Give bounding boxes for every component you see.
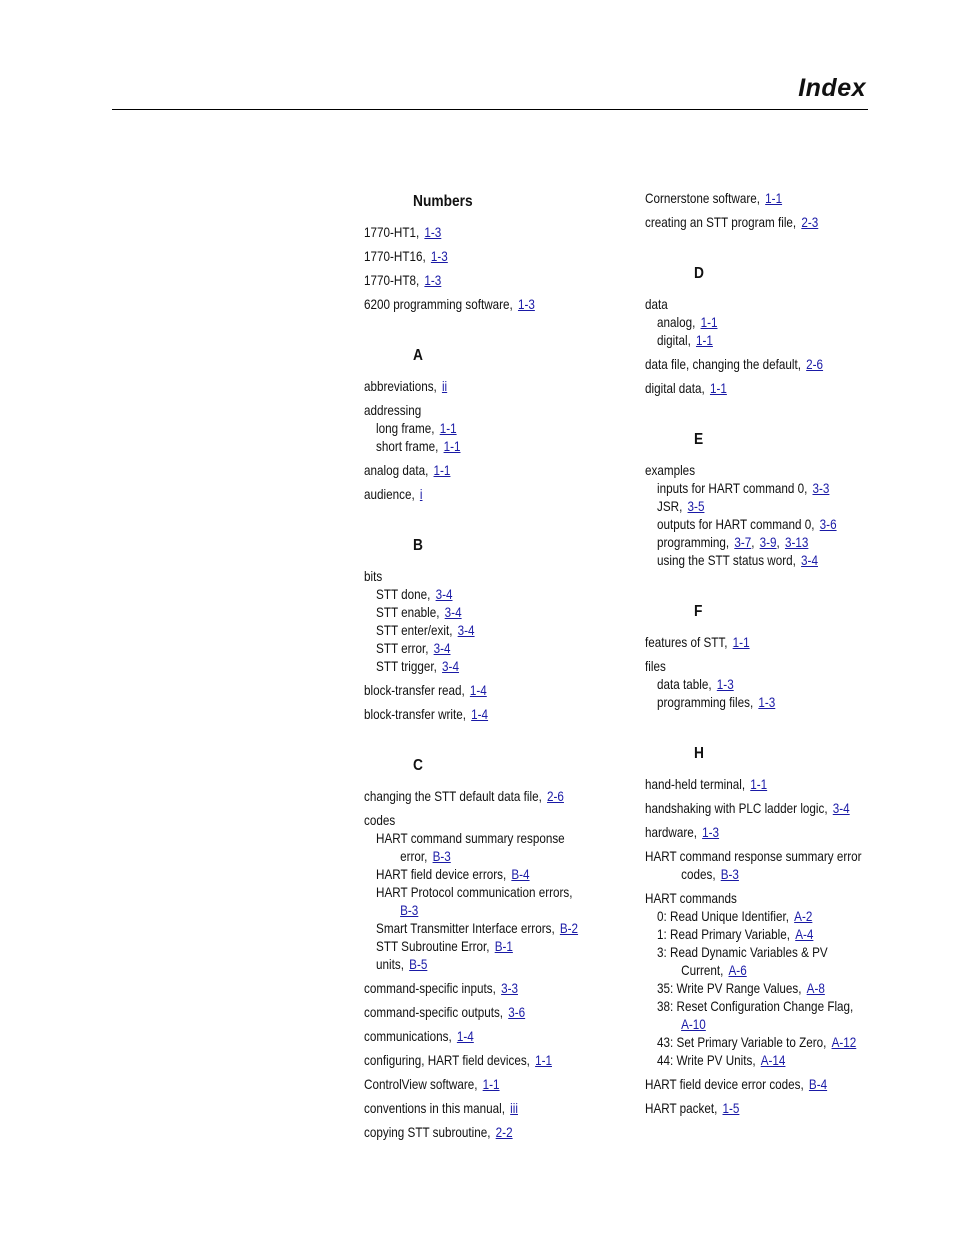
- index-entry-line: [364, 224, 622, 242]
- index-subentry: [657, 908, 903, 926]
- index-term: data: [645, 297, 668, 312]
- index-term: configuring, HART field devices,: [364, 1053, 530, 1068]
- page-reference-link[interactable]: 1-1: [443, 439, 461, 454]
- index-subentry: [376, 938, 622, 956]
- index-entry: [364, 812, 622, 974]
- index-subentry: [657, 926, 903, 944]
- index-subentry: [376, 604, 622, 622]
- index-entry-line: [645, 634, 903, 652]
- index-term-cont: Current,: [681, 963, 724, 978]
- index-term: communications,: [364, 1029, 452, 1044]
- section-heading: F: [694, 603, 703, 620]
- index-entry: [364, 788, 622, 806]
- index-term: hardware,: [645, 825, 697, 840]
- index-term: STT done,: [376, 587, 431, 602]
- index-subentry: [376, 420, 622, 438]
- page-reference-link[interactable]: A-10: [681, 1017, 706, 1032]
- index-entry-line: [364, 486, 622, 504]
- index-entry-line: [645, 214, 903, 232]
- page-reference-link[interactable]: B-3: [432, 849, 451, 864]
- section-heading: H: [694, 745, 704, 762]
- index-entry: [645, 1076, 903, 1094]
- page-reference-link[interactable]: 2-6: [547, 789, 564, 804]
- page-reference-link[interactable]: A-4: [795, 927, 814, 942]
- index-entry-line: [645, 776, 903, 794]
- section-heading: E: [694, 431, 704, 448]
- index-subentry: [657, 480, 903, 498]
- index-subentry: [657, 498, 903, 516]
- index-entry-line: [645, 890, 903, 908]
- index-term: STT enter/exit,: [376, 623, 453, 638]
- index-entry: [645, 296, 903, 350]
- index-entry-line: [645, 658, 903, 676]
- page-reference-link[interactable]: 1-5: [722, 1101, 740, 1116]
- index-section: [645, 262, 903, 398]
- index-section: [645, 600, 903, 712]
- index-entry-line: [364, 1028, 622, 1046]
- index-term: STT enable,: [376, 605, 440, 620]
- index-subentry: [657, 694, 903, 712]
- index-section: [645, 428, 903, 570]
- index-term: creating an STT program file,: [645, 215, 797, 230]
- index-entry: [645, 1100, 903, 1118]
- index-entry: [645, 462, 903, 570]
- index-term: examples: [645, 463, 696, 478]
- index-term: HART command summary response: [376, 831, 565, 846]
- page-reference-link[interactable]: A-12: [831, 1035, 857, 1050]
- index-term: 38: Reset Configuration Change Flag,: [657, 999, 854, 1014]
- index-entry-line: [364, 1124, 622, 1142]
- index-section: [645, 742, 903, 1118]
- index-entry-line: [645, 848, 903, 866]
- index-subentry: [657, 998, 903, 1016]
- index-entry-line: [364, 1100, 622, 1118]
- index-section: [645, 190, 903, 232]
- index-entry-line: [645, 356, 903, 374]
- index-entry-line: [645, 462, 903, 480]
- index-term: JSR,: [657, 499, 683, 514]
- page-title: Index: [798, 74, 866, 102]
- index-entry: [645, 634, 903, 652]
- index-subentry: [376, 658, 622, 676]
- index-column-left: [364, 190, 622, 1148]
- index-subentry: [657, 980, 903, 998]
- index-subentry: [657, 534, 903, 552]
- index-entry: [364, 1004, 622, 1022]
- index-entry-line: [364, 296, 622, 314]
- index-subentry: [657, 944, 903, 962]
- page-reference-link[interactable]: 3-3: [812, 481, 830, 496]
- index-entry: [645, 824, 903, 842]
- page-reference-link[interactable]: 3-6: [508, 1005, 526, 1020]
- index-term: bits: [364, 569, 383, 584]
- page-reference-link[interactable]: 1-1: [709, 381, 727, 396]
- index-term: digital,: [657, 333, 691, 348]
- index-term-continuation: [400, 848, 622, 866]
- page-reference-link[interactable]: 1-1: [700, 315, 718, 330]
- page-reference-link[interactable]: 3-3: [501, 981, 518, 996]
- index-entry: [645, 356, 903, 374]
- index-term: long frame,: [376, 421, 435, 436]
- index-subentry: [657, 314, 903, 332]
- index-entry: [364, 248, 622, 266]
- index-subentry: [376, 586, 622, 604]
- index-entry: [645, 776, 903, 794]
- index-term-cont: codes,: [681, 867, 716, 882]
- index-term: programming,: [657, 535, 730, 550]
- index-term: copying STT subroutine,: [364, 1125, 491, 1140]
- index-entry: [364, 272, 622, 290]
- index-term: conventions in this manual,: [364, 1101, 506, 1116]
- index-entry-line: [364, 1052, 622, 1070]
- page-reference-link[interactable]: 3-13: [784, 535, 809, 550]
- page-reference-link[interactable]: A-14: [760, 1053, 786, 1068]
- page-reference-link[interactable]: 1-1: [482, 1077, 500, 1092]
- index-term: outputs for HART command 0,: [657, 517, 815, 532]
- index-term: ControlView software,: [364, 1077, 478, 1092]
- index-term-continuation: [681, 1016, 903, 1034]
- index-term: addressing: [364, 403, 422, 418]
- index-section: [364, 344, 622, 504]
- index-entry: [364, 1028, 622, 1046]
- page-reference-link[interactable]: B-4: [511, 867, 530, 882]
- index-term: command-specific inputs,: [364, 981, 496, 996]
- index-term-continuation: [681, 866, 903, 884]
- index-term: analog data,: [364, 463, 429, 478]
- index-subentry: [376, 956, 622, 974]
- index-entry: [364, 682, 622, 700]
- index-term: HART command response summary error: [645, 849, 862, 864]
- index-term: changing the STT default data file,: [364, 789, 542, 804]
- index-term: 43: Set Primary Variable to Zero,: [657, 1035, 827, 1050]
- index-subentry: [376, 438, 622, 456]
- index-entry-line: [364, 1004, 622, 1022]
- index-term: HART commands: [645, 891, 737, 906]
- index-term: 1770-HT1,: [364, 225, 420, 240]
- index-term: 0: Read Unique Identifier,: [657, 909, 789, 924]
- index-entry: [364, 378, 622, 396]
- index-entry-line: [364, 248, 622, 266]
- index-term: short frame,: [376, 439, 439, 454]
- page-reference-link[interactable]: A-2: [794, 909, 813, 924]
- index-subentry: [657, 516, 903, 534]
- index-subentry: [376, 622, 622, 640]
- index-entry-line: [364, 980, 622, 998]
- index-entry: [364, 402, 622, 456]
- index-entry-line: [364, 812, 622, 830]
- index-entry: [364, 486, 622, 504]
- ref-separator: ,: [751, 535, 755, 550]
- page-reference-link[interactable]: 3-4: [457, 623, 475, 638]
- page-reference-link[interactable]: 3-4: [444, 605, 462, 620]
- ref-separator: ,: [776, 535, 780, 550]
- page-reference-link[interactable]: B-4: [808, 1077, 828, 1092]
- index-entry-line: [364, 272, 622, 290]
- index-term: digital data,: [645, 381, 705, 396]
- page-reference-link[interactable]: 1-1: [732, 635, 750, 650]
- index-term: STT error,: [376, 641, 429, 656]
- index-entry: [364, 1052, 622, 1070]
- index-subentry: [657, 676, 903, 694]
- index-entry: [645, 800, 903, 818]
- index-entry: [364, 1076, 622, 1094]
- index-term: STT Subroutine Error,: [376, 939, 490, 954]
- page-reference-link[interactable]: 3-4: [435, 587, 453, 602]
- page-reference-link[interactable]: 1-3: [702, 825, 720, 840]
- index-entry-line: [364, 402, 622, 420]
- index-entry: [364, 462, 622, 480]
- page-reference-link[interactable]: 2-6: [806, 357, 824, 372]
- index-entry-line: [364, 682, 622, 700]
- page-reference-link[interactable]: 1-3: [430, 249, 448, 264]
- page-reference-link[interactable]: 1-1: [535, 1053, 552, 1068]
- index-term: HART packet,: [645, 1101, 718, 1116]
- page-reference-link[interactable]: 3-4: [442, 659, 459, 674]
- page-reference-link[interactable]: 3-7: [734, 535, 752, 550]
- index-term: HART Protocol communication errors,: [376, 885, 573, 900]
- index-entry: [645, 190, 903, 208]
- section-heading: D: [694, 265, 704, 282]
- index-entry-line: [645, 1100, 903, 1118]
- page-reference-link[interactable]: 1-3: [517, 297, 535, 312]
- page-reference-link[interactable]: 1-3: [424, 273, 442, 288]
- index-entry: [364, 706, 622, 724]
- index-term: hand-held terminal,: [645, 777, 746, 792]
- index-entry-line: [364, 568, 622, 586]
- index-term: abbreviations,: [364, 379, 437, 394]
- page-reference-link[interactable]: B-3: [720, 867, 739, 882]
- page-reference-link[interactable]: ii: [441, 379, 448, 394]
- page-reference-link[interactable]: 1-1: [750, 777, 768, 792]
- index-entry-line: [645, 190, 903, 208]
- index-section: [364, 534, 622, 724]
- page-reference-link[interactable]: 3-4: [801, 553, 818, 568]
- index-term: block-transfer read,: [364, 683, 465, 698]
- index-term: HART field device errors,: [376, 867, 507, 882]
- index-entry: [645, 890, 903, 1070]
- index-term: using the STT status word,: [657, 553, 796, 568]
- page-reference-link[interactable]: B-2: [559, 921, 579, 936]
- page-reference-link[interactable]: 2-2: [495, 1125, 513, 1140]
- section-heading: C: [413, 757, 423, 774]
- index-term: command-specific outputs,: [364, 1005, 504, 1020]
- index-term: 44: Write PV Units,: [657, 1053, 756, 1068]
- index-term-continuation: [400, 902, 622, 920]
- index-subentry: [376, 920, 622, 938]
- index-term: STT trigger,: [376, 659, 437, 674]
- page-reference-link[interactable]: 1-1: [433, 463, 451, 478]
- index-term: Smart Transmitter Interface errors,: [376, 921, 555, 936]
- index-term: data file, changing the default,: [645, 357, 801, 372]
- index-entry-line: [364, 706, 622, 724]
- index-entry: [645, 658, 903, 712]
- page-reference-link[interactable]: iii: [510, 1101, 518, 1116]
- index-entry: [364, 1124, 622, 1142]
- section-heading: B: [413, 537, 423, 554]
- index-subentry: [376, 884, 622, 902]
- index-entry: [645, 214, 903, 232]
- index-term: HART field device error codes,: [645, 1077, 804, 1092]
- index-term-cont: error,: [400, 849, 428, 864]
- page-reference-link[interactable]: 1-1: [765, 191, 783, 206]
- page-reference-link[interactable]: 1-3: [424, 225, 442, 240]
- index-column-right: [645, 190, 903, 1124]
- index-term: analog,: [657, 315, 696, 330]
- index-entry: [645, 848, 903, 884]
- index-term: Cornerstone software,: [645, 191, 761, 206]
- index-entry-line: [364, 788, 622, 806]
- index-term: units,: [376, 957, 404, 972]
- index-entry-line: [364, 462, 622, 480]
- section-heading: A: [413, 347, 423, 364]
- index-subentry: [376, 830, 622, 848]
- index-entry: [364, 568, 622, 676]
- page-reference-link[interactable]: 1-4: [456, 1029, 474, 1044]
- index-subentry: [657, 1034, 903, 1052]
- index-term: 6200 programming software,: [364, 297, 513, 312]
- index-term-continuation: [681, 962, 903, 980]
- section-heading: Numbers: [413, 193, 473, 210]
- index-entry-line: [645, 824, 903, 842]
- index-term: files: [645, 659, 666, 674]
- index-entry-line: [645, 296, 903, 314]
- page-reference-link[interactable]: A-8: [806, 981, 825, 996]
- page-reference-link[interactable]: 3-4: [433, 641, 451, 656]
- index-term: inputs for HART command 0,: [657, 481, 808, 496]
- index-term: 1770-HT16,: [364, 249, 426, 264]
- page-reference-link[interactable]: 1-1: [439, 421, 457, 436]
- page-reference-link[interactable]: B-5: [409, 957, 428, 972]
- index-entry: [364, 1100, 622, 1118]
- page-reference-link[interactable]: 3-4: [832, 801, 850, 816]
- page-reference-link[interactable]: 2-3: [801, 215, 819, 230]
- page-reference-link[interactable]: 1-4: [469, 683, 487, 698]
- index-term: features of STT,: [645, 635, 728, 650]
- index-subentry: [657, 1052, 903, 1070]
- index-term: 35: Write PV Range Values,: [657, 981, 802, 996]
- page-reference-link[interactable]: A-6: [728, 963, 747, 978]
- index-term: 1770-HT8,: [364, 273, 420, 288]
- index-term: data table,: [657, 677, 712, 692]
- page-reference-link[interactable]: 3-9: [759, 535, 777, 550]
- index-subentry: [376, 866, 622, 884]
- index-section: [364, 754, 622, 1142]
- index-entry-line: [645, 1076, 903, 1094]
- page-reference-link[interactable]: 1-3: [758, 695, 776, 710]
- page-reference-link[interactable]: i: [419, 487, 423, 502]
- index-term: block-transfer write,: [364, 707, 467, 722]
- index-entry: [364, 980, 622, 998]
- page-reference-link[interactable]: 3-5: [687, 499, 705, 514]
- index-term: 3: Read Dynamic Variables & PV: [657, 945, 828, 960]
- page-reference-link[interactable]: B-3: [400, 903, 419, 918]
- page-reference-link[interactable]: 1-1: [695, 333, 713, 348]
- index-entry-line: [364, 378, 622, 396]
- index-term: programming files,: [657, 695, 754, 710]
- index-subentry: [657, 552, 903, 570]
- index-entry: [645, 380, 903, 398]
- index-term: 1: Read Primary Variable,: [657, 927, 791, 942]
- index-entry: [364, 224, 622, 242]
- index-entry-line: [645, 380, 903, 398]
- page-reference-link[interactable]: 1-3: [716, 677, 734, 692]
- index-entry-line: [364, 1076, 622, 1094]
- index-term: handshaking with PLC ladder logic,: [645, 801, 828, 816]
- index-subentry: [657, 332, 903, 350]
- index-term: audience,: [364, 487, 415, 502]
- page-reference-link[interactable]: 3-6: [819, 517, 837, 532]
- index-term: codes: [364, 813, 396, 828]
- index-section: [364, 190, 622, 314]
- header-rule: [112, 109, 868, 110]
- index-entry: [364, 296, 622, 314]
- page-reference-link[interactable]: B-1: [494, 939, 513, 954]
- index-entry-line: [645, 800, 903, 818]
- page-reference-link[interactable]: 1-4: [471, 707, 489, 722]
- index-subentry: [376, 640, 622, 658]
